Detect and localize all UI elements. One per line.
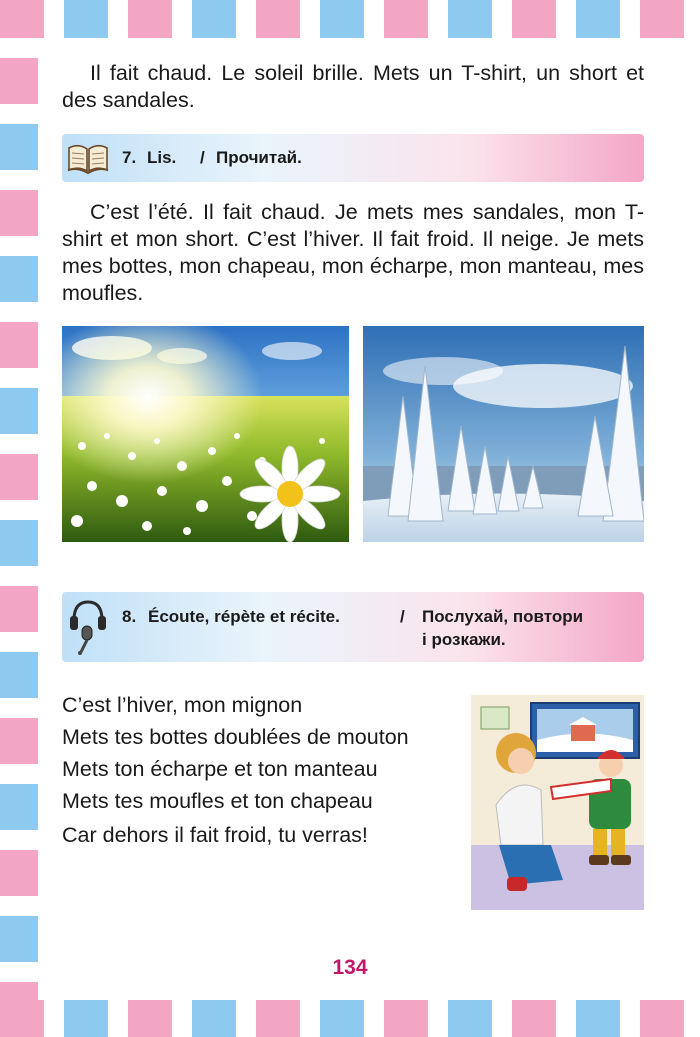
poem-line: Mets ton écharpe et ton manteau [62,757,378,781]
border-square [576,1000,620,1037]
border-square [0,586,38,632]
open-book-icon [66,140,110,176]
border-square [0,256,38,302]
border-square [512,1000,556,1037]
exercise-8-banner [62,592,644,662]
border-square [192,1000,236,1037]
border-square [0,58,38,104]
border-square [512,0,556,38]
border-square [448,1000,492,1037]
poem-line: Mets tes bottes doublées de mouton [62,725,409,749]
border-square [0,652,38,698]
border-square [0,520,38,566]
exercise-8-number: 8. [122,607,137,626]
headphones-microphone-icon [68,598,108,656]
border-square [0,718,38,764]
border-square [0,454,38,500]
border-square [384,0,428,38]
border-square [448,0,492,38]
border-square [640,0,684,38]
exercise-7-instruction-fr: Lis. [147,148,177,167]
border-square [0,0,44,38]
exercise-7-number: 7. [122,148,137,167]
page-number: 134 [332,956,368,979]
exercise-8-instruction-fr: Écoute, répète et récite. [148,607,340,626]
border-square [384,1000,428,1037]
border-square [320,1000,364,1037]
mother-dressing-child-illustration [471,695,644,910]
border-square [0,784,38,830]
poem [62,689,409,851]
border-square [0,190,38,236]
border-square [640,1000,684,1037]
intro-text: Il fait chaud. Le soleil brille. Mets un T-shirt, un short et des sandales. [62,61,644,112]
border-square [128,1000,172,1037]
border-square [0,850,38,896]
border-square [128,0,172,38]
exercise-7-instruction-uk: Прочитай. [216,148,302,167]
exercise-8-instruction-uk-line2: і розкажи. [422,630,506,649]
summer-meadow-photo [62,326,349,542]
border-square [576,0,620,38]
border-square [192,0,236,38]
reading-text: C’est l’été. Il fait chaud. Je mets mes sandales, mon T-shirt et mon short. C’est l’hiver. Il fait froid. Il neige. Je mets mes bottes, mon chapeau, mon écharpe, mon manteau, mes moufles. [62,200,644,305]
border-square [256,1000,300,1037]
exercise-7-banner [62,134,644,182]
border-square [0,322,38,368]
poem-line: Car dehors il fait froid, tu verras! [62,823,368,847]
border-square [64,0,108,38]
poem-line: C’est l’hiver, mon mignon [62,693,303,717]
border-square [0,982,38,1028]
border-square [0,388,38,434]
border-square [0,124,38,170]
intro-paragraph [62,60,644,114]
exercise-8-separator: / [400,607,405,626]
exercise-8-instruction-uk-line1: Послухай, повтори [422,607,584,626]
winter-forest-photo [363,326,644,542]
reading-paragraph [62,199,644,307]
border-square [320,0,364,38]
border-square [64,1000,108,1037]
poem-line: Mets tes moufles et ton chapeau [62,789,373,813]
exercise-7-separator: / [200,148,205,167]
border-square [256,0,300,38]
